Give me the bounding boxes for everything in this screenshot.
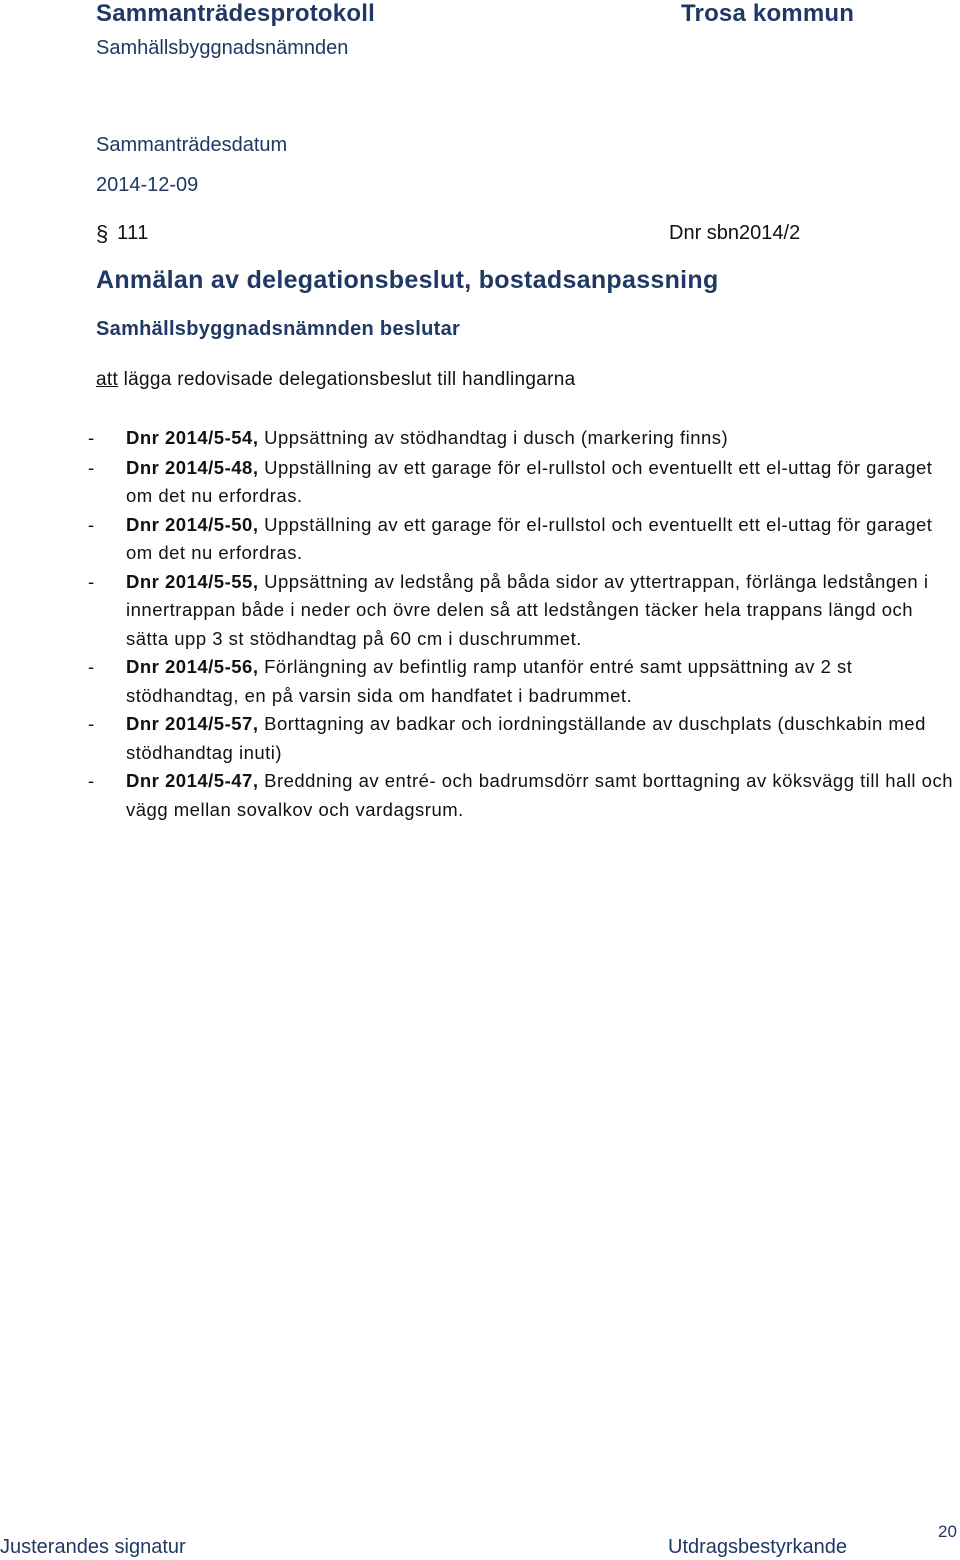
meeting-date-label: Sammanträdesdatum xyxy=(96,134,288,156)
list-item xyxy=(88,568,960,654)
signature-label: Justerandes signatur xyxy=(0,1536,186,1558)
list-item xyxy=(88,710,960,767)
item-description: Borttagning av badkar och iordningställande av duschplats (duschkabin med stödhandtag inuti) xyxy=(126,713,926,763)
list-dash: - xyxy=(88,570,95,592)
item-case-number: Dnr 2014/5-54, xyxy=(126,427,259,448)
item-description: Uppställning av ett garage för el-rullstol och eventuellt ett el-uttag för garaget om det nu erfordras. xyxy=(126,513,933,563)
decision-text: lägga redovisade delegationsbeslut till handlingarna xyxy=(123,369,576,390)
list-item xyxy=(88,424,960,453)
meeting-date: 2014-12-09 xyxy=(96,174,199,196)
item-case-number: Dnr 2014/5-47, xyxy=(126,770,259,791)
item-case-number: Dnr 2014/5-50, xyxy=(126,513,259,535)
item-case-number: Dnr 2014/5-48, xyxy=(126,456,259,478)
delegation-decision-list xyxy=(88,424,960,824)
list-dash: - xyxy=(88,513,95,535)
item-description: Uppsättning av ledstång på båda sidor av yttertrappan, förlänga ledstången i innertrappan både i neder och övre delen så att ledstången täcker hela trappans längd och sätta upp 3 st stödhandtag på 60 cm i duschrummet. xyxy=(126,570,929,649)
item-case-number: Dnr 2014/5-56, xyxy=(126,656,259,677)
list-item xyxy=(88,511,960,568)
organization-name: Trosa kommun xyxy=(681,0,855,27)
item-description: Förlängning av befintlig ramp utanför entré samt uppsättning av 2 st stödhandtag, en på varsin sida om handfatet i badrummet. xyxy=(126,656,853,706)
list-item xyxy=(88,767,960,824)
list-dash: - xyxy=(88,713,95,734)
decision-statement xyxy=(96,369,575,391)
item-description: Uppställning av ett garage för el-rullstol och eventuellt ett el-uttag för garaget om det nu erfordras. xyxy=(126,456,933,506)
list-item xyxy=(88,454,960,511)
item-case-number: Dnr 2014/5-55, xyxy=(126,570,259,592)
list-dash: - xyxy=(88,427,95,448)
extract-certification-label: Utdragsbestyrkande xyxy=(668,1536,847,1558)
section-heading: Anmälan av delegationsbeslut, bostadsanpassning xyxy=(96,266,719,294)
list-item xyxy=(88,653,960,710)
document-type-title: Sammanträdesprotokoll xyxy=(96,0,375,27)
decision-heading: Samhällsbyggnadsnämnden beslutar xyxy=(96,318,461,340)
item-description: Uppsättning av stödhandtag i dusch (markering finns) xyxy=(264,427,729,448)
case-reference: Dnr sbn2014/2 xyxy=(669,222,801,244)
paragraph-sign: § xyxy=(96,221,109,246)
item-case-number: Dnr 2014/5-57, xyxy=(126,713,259,734)
list-dash: - xyxy=(88,770,95,791)
page-number: 20 xyxy=(938,1522,957,1541)
section-number: 111 xyxy=(117,222,149,244)
list-dash: - xyxy=(88,656,95,677)
committee-name: Samhällsbyggnadsnämnden xyxy=(96,37,349,59)
item-description: Breddning av entré- och badrumsdörr samt borttagning av köksvägg till hall och vägg mellan sovalkov och vardagsrum. xyxy=(126,770,954,820)
decision-att: att xyxy=(96,369,119,390)
list-dash: - xyxy=(88,456,95,478)
